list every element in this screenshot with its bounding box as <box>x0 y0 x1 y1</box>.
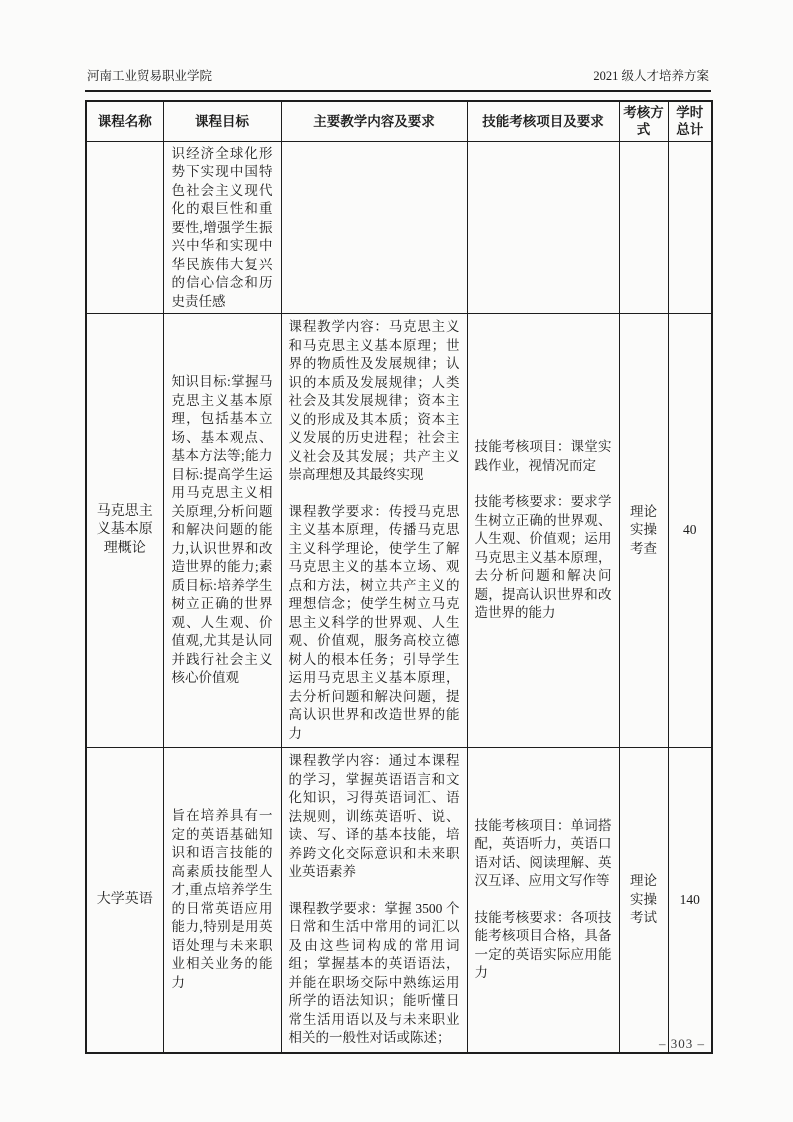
document-header <box>87 68 709 84</box>
course-name-cell: 大学英语 <box>86 748 163 1053</box>
teaching-requirements-paragraph: 课程教学要求：传授马克思主义基本原理，传播马克思主义科学理论，使学生了解马克思主义的基本立场、观点和方法，树立共产主义的理想信念；使学生树立马克思主义科学的世界观、人生观、价值观，服务高校立德树人的根本任务；引导学生运用马克思主义基本原理，去分析问题和解决问题，提高认识世界和改造世界的能力 <box>288 503 460 741</box>
course-name-cell <box>86 141 163 314</box>
table-row <box>86 748 712 1053</box>
teaching-content-cell <box>281 141 467 314</box>
skill-assessment-cell <box>467 748 619 1053</box>
skill-items-paragraph: 技能考核项目：单词搭配，英语听力，英语口语对话、阅读理解、英汉互译、应用文写作等 <box>474 817 612 889</box>
total-hours-cell <box>668 141 712 314</box>
column-header-objectives: 课程目标 <box>163 101 281 141</box>
course-objectives-cell: 知识目标:掌握马克思主义基本原理，包括基本立场、基本观点、基本方法等;能力目标:提高学生运用马克思主义相关原理,分析问题和解决问题的能力,认识世界和改造世界的能力;素质目标:培养学生树立正确的世界观、人生观、价值观,尤其是认同并践行社会主义核心价值观 <box>163 314 281 748</box>
column-header-hours: 学时总计 <box>668 101 712 141</box>
skill-assessment-cell <box>467 141 619 314</box>
teaching-content-paragraph: 课程教学内容：马克思主义和马克思主义基本原理；世界的物质性及发展规律；认识的本质及发展规律；人类社会及其发展规律；资本主义的形成及其本质；资本主义发展的历史进程；社会主义社会及其发展；共产主义崇高理想及其最终实现 <box>288 319 460 482</box>
skill-items-paragraph: 技能考核项目：课堂实践作业，视情况而定 <box>474 439 612 473</box>
column-header-content: 主要教学内容及要求 <box>281 101 467 141</box>
table-row <box>86 141 712 314</box>
skill-requirements-paragraph: 技能考核要求：要求学生树立正确的世界观、人生观、价值观；运用马克思主义基本原理，去分析问题和解决问题，提高认识世界和改造世界的能力 <box>474 494 612 621</box>
table-header-row <box>86 101 712 141</box>
column-header-assessment: 技能考核项目及要求 <box>467 101 619 141</box>
teaching-content-cell <box>281 748 467 1053</box>
skill-requirements-paragraph: 技能考核要求：各项技能考核项目合格，具备一定的英语实际应用能力 <box>474 909 612 981</box>
plan-title: 2021 级人才培养方案 <box>593 69 709 83</box>
course-objectives-cell: 识经济全球化形势下实现中国特色社会主义现代化的艰巨性和重要性,增强学生振兴中华和实现中华民族伟大复兴的信心信念和历史责任感 <box>163 141 281 314</box>
total-hours-cell: 140 <box>668 748 712 1053</box>
course-table <box>85 100 713 1054</box>
skill-assessment-cell <box>467 314 619 748</box>
teaching-content-paragraph: 课程教学内容：通过本课程的学习，掌握英语语言和文化知识，习得英语词汇、语法规则，训练英语听、说、读、写、译的基本技能，培养跨文化交际意识和未来职业英语素养 <box>288 753 460 879</box>
teaching-content-cell <box>281 314 467 748</box>
course-objectives-cell: 旨在培养具有一定的英语基础知识和语言技能的高素质技能型人才,重点培养学生的日常英语应用能力,特别是用英语处理与未来职业相关业务的能力 <box>163 748 281 1053</box>
table-row <box>86 314 712 748</box>
course-name-cell: 马克思主义基本原理概论 <box>86 314 163 748</box>
header-rule <box>85 90 711 92</box>
teaching-requirements-paragraph: 课程教学要求：掌握 3500 个日常和生活中常用的词汇以及由这些词构成的常用词组；掌握基本的英语语法，并能在职场交际中熟练运用所学的语法知识；能听懂日常生活用语以及与未来职业相关的一般性对话或陈述； <box>288 900 460 1045</box>
assessment-method-cell: 理论实操考试 <box>619 748 668 1053</box>
total-hours-cell: 40 <box>668 314 712 748</box>
assessment-method-cell <box>619 141 668 314</box>
column-header-method: 考核方式 <box>619 101 668 141</box>
page-number: – 303 – <box>659 1036 705 1051</box>
school-name: 河南工业贸易职业学院 <box>87 69 213 83</box>
column-header-course-name: 课程名称 <box>86 101 163 141</box>
assessment-method-cell: 理论实操考查 <box>619 314 668 748</box>
